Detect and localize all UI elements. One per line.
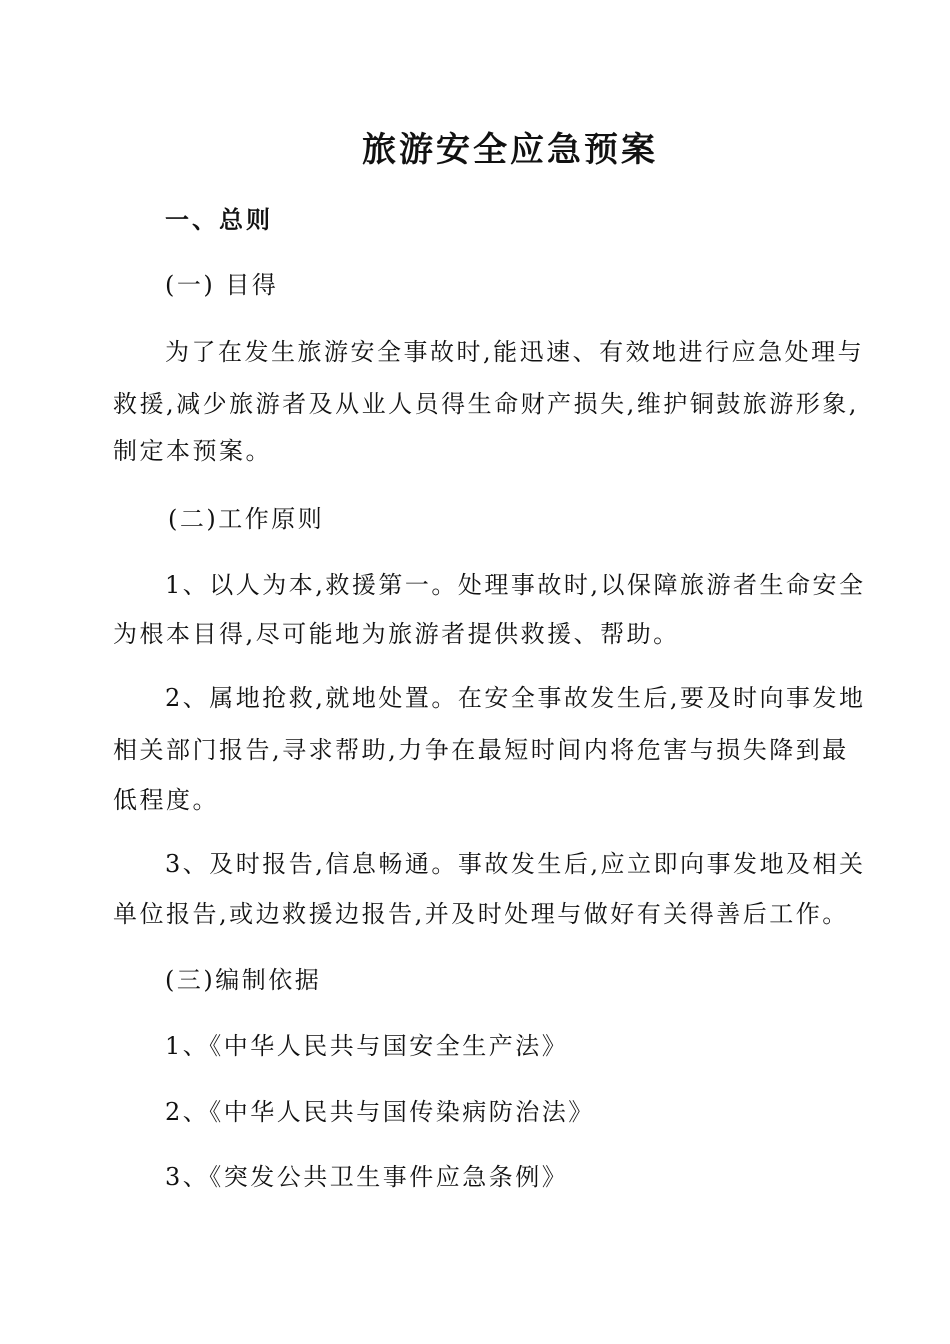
subsection-heading-basis: (三)编制依据 — [165, 966, 322, 994]
principle-1-line: 为根本目得,尽可能地为旅游者提供救援、帮助。 — [113, 620, 680, 648]
principle-2-line: 2、属地抢救,就地处置。在安全事故发生后,要及时向事发地 — [165, 684, 866, 712]
principle-3-line: 单位报告,或边救援边报告,并及时处理与做好有关得善后工作。 — [113, 900, 849, 928]
basis-list-item: 2、《中华人民共与国传染病防治法》 — [165, 1098, 595, 1126]
purpose-paragraph-line: 救援,减少旅游者及从业人员得生命财产损失,维护铜鼓旅游形象, — [113, 390, 859, 418]
basis-list-item: 3、《突发公共卫生事件应急条例》 — [165, 1163, 569, 1191]
section-heading-general: 一、总则 — [165, 206, 273, 234]
principle-1-line: 1、以人为本,救援第一。处理事故时,以保障旅游者生命安全 — [165, 571, 866, 599]
purpose-paragraph-line: 为了在发生旅游安全事故时,能迅速、有效地进行应急处理与 — [165, 338, 865, 366]
document-title: 旅游安全应急预案 — [362, 130, 658, 170]
subsection-heading-purpose: (一) 目得 — [165, 271, 279, 299]
basis-list-item: 1、《中华人民共与国安全生产法》 — [165, 1032, 569, 1060]
principle-2-line: 相关部门报告,寻求帮助,力争在最短时间内将危害与损失降到最 — [113, 736, 849, 764]
purpose-paragraph-line: 制定本预案。 — [113, 437, 272, 465]
principle-3-line: 3、及时报告,信息畅通。事故发生后,应立即向事发地及相关 — [165, 850, 866, 878]
subsection-heading-principles: (二)工作原则 — [168, 505, 325, 533]
principle-2-line: 低程度。 — [113, 786, 219, 814]
